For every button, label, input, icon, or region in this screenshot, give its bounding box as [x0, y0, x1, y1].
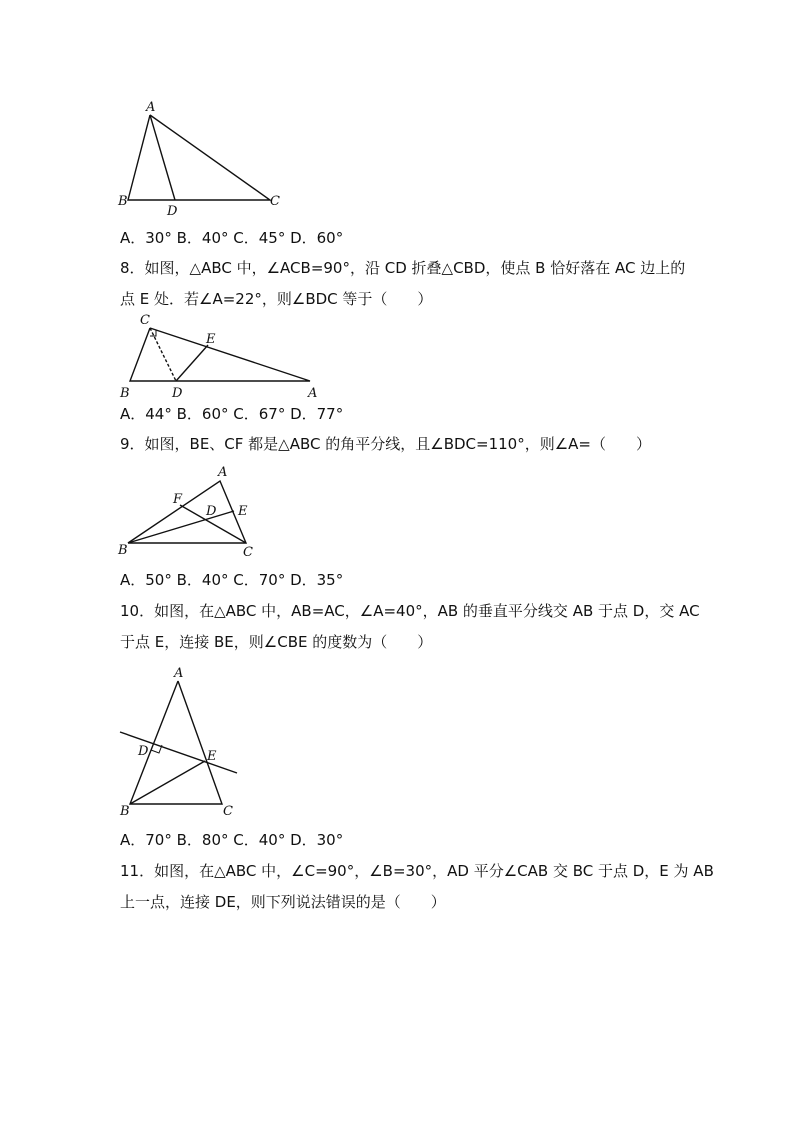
q9-label-e: E: [238, 504, 248, 519]
q9-label-c: C: [243, 545, 253, 560]
q10-label-d: D: [138, 744, 149, 759]
q10-bisector-figure: [110, 663, 250, 823]
q10-label-c: C: [223, 804, 233, 819]
q10-label-a: A: [174, 666, 184, 681]
q10-label-e: E: [207, 749, 217, 764]
q7-segment-ad: [150, 115, 175, 200]
q9-label-f: F: [173, 492, 183, 507]
q8-label-e: E: [206, 332, 216, 347]
q9-label-d: D: [206, 504, 217, 519]
q7-triangle-figure: [110, 95, 300, 220]
q9-bisector-figure: [110, 463, 270, 563]
q7-label-c: C: [270, 194, 280, 209]
q11-stem-line2: 上一点，连接 DE，则下列说法错误的是（ ）: [120, 893, 446, 911]
q8-label-c: C: [140, 313, 150, 328]
q10-stem-line1: 10．如图，在△ABC 中，AB=AC，∠A=40°，AB 的垂直平分线交 AB 于点 D，交 AC: [120, 602, 700, 620]
q8-options: A．44° B．60° C．67° D．77°: [120, 405, 344, 423]
q9-options: A．50° B．40° C．70° D．35°: [120, 571, 344, 589]
q8-stem-line2: 点 E 处．若∠A=22°，则∠BDC 等于（ ）: [120, 290, 433, 308]
q10-segment-be: [130, 761, 205, 804]
q7-label-d: D: [167, 204, 178, 219]
q8-label-a: A: [308, 386, 318, 400]
q8-stem-line1: 8．如图，△ABC 中，∠ACB=90°，沿 CD 折叠△CBD，使点 B 恰好落在 AC 边上的: [120, 259, 686, 277]
q8-label-b: B: [120, 386, 130, 400]
q7-label-b: B: [118, 194, 128, 209]
q10-stem-line2: 于点 E，连接 BE，则∠CBE 的度数为（ ）: [120, 633, 433, 651]
q7-options: A．30° B．40° C．45° D．60°: [120, 229, 344, 247]
q8-label-d: D: [172, 386, 183, 400]
q7-triangle-abc: [128, 115, 270, 200]
q11-stem-line1: 11．如图，在△ABC 中，∠C=90°，∠B=30°，AD 平分∠CAB 交 BC 于点 D，E 为 AB: [120, 862, 714, 880]
q10-options: A．70° B．80° C．40° D．30°: [120, 831, 344, 849]
q8-segment-de: [176, 345, 208, 381]
q9-stem-line1: 9．如图，BE、CF 都是△ABC 的角平分线，且∠BDC=110°，则∠A=（ ）: [120, 435, 651, 453]
q10-label-b: B: [120, 804, 130, 819]
q10-triangle-abc: [130, 681, 222, 804]
q8-fold-figure: [110, 310, 330, 400]
q8-triangle-abc: [130, 328, 310, 381]
q9-label-a: A: [218, 465, 228, 480]
q9-label-b: B: [118, 543, 128, 558]
q7-label-a: A: [146, 100, 156, 115]
